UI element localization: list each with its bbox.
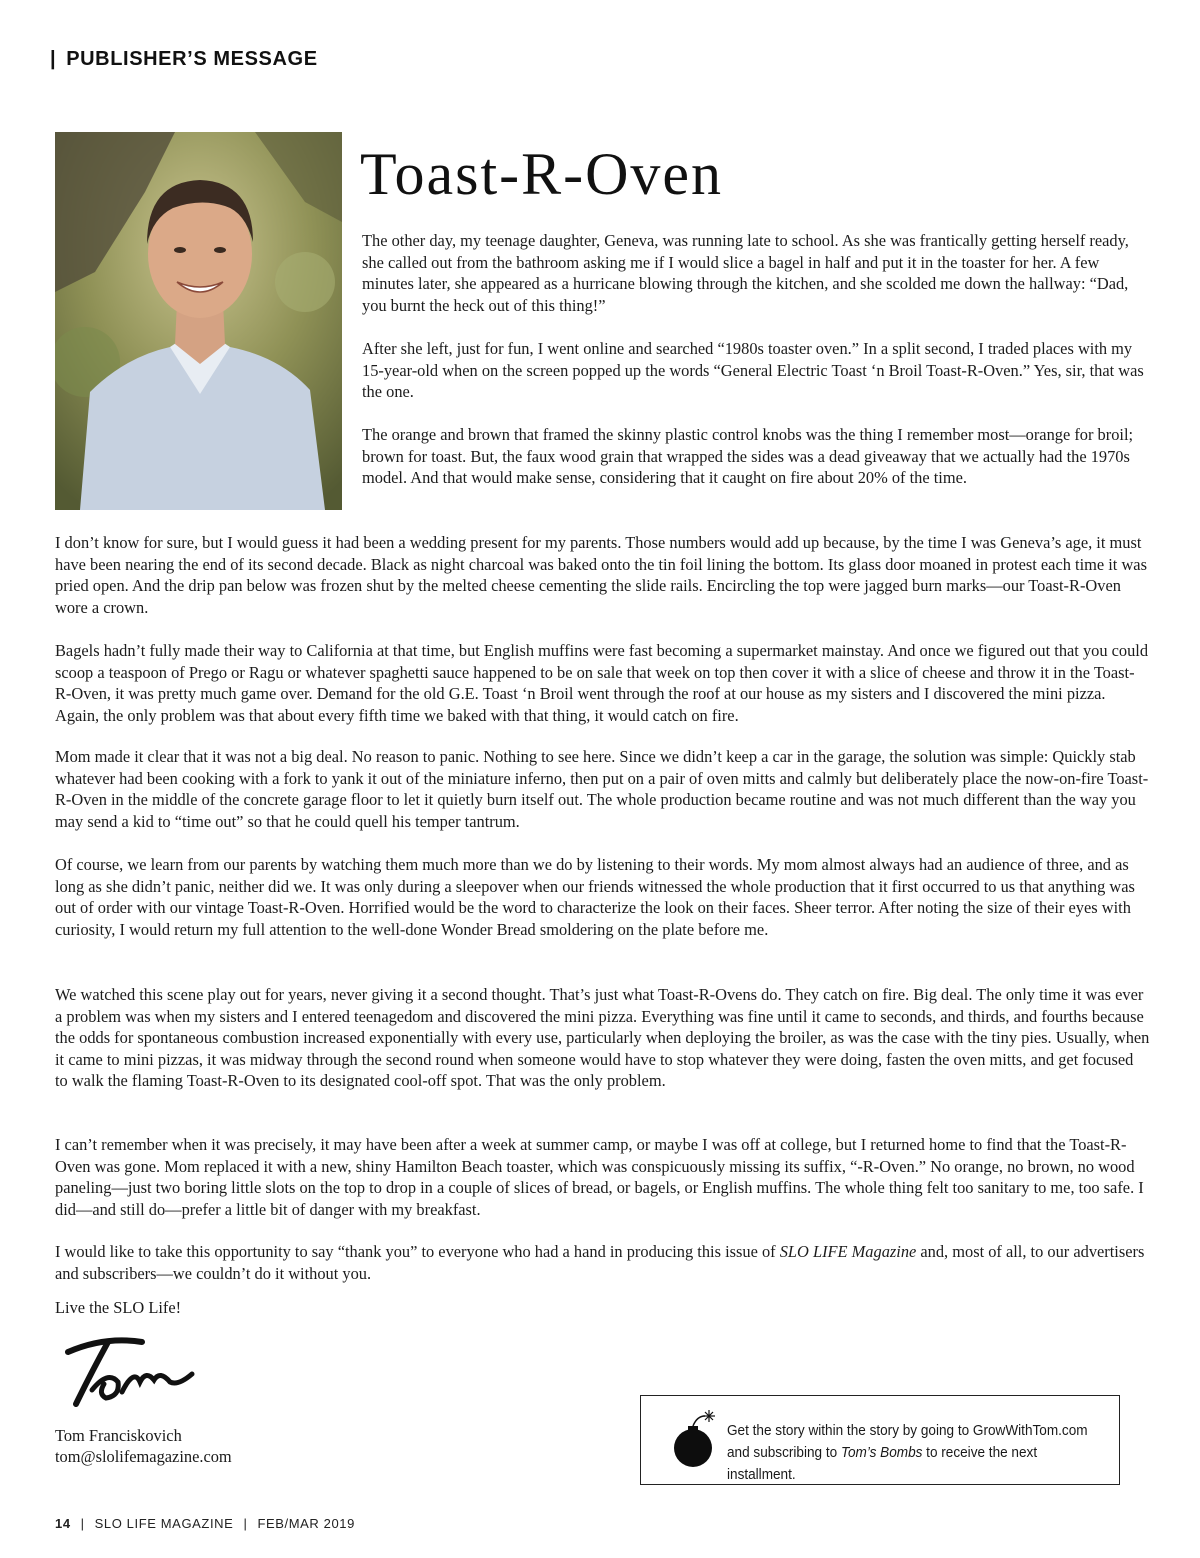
article-paragraph: Mom made it clear that it was not a big deal. No reason to panic. Nothing to see here. Since we didn’t keep a car in the garage, the solution was simple: Quickly stab whatever had been cooking with a fork to yank it out of the miniature inferno, then put on a pair of oven mitts and calmly but deliberately place the now-on-fire Toast-R-Oven in the middle of the concrete garage floor to let it quietly burn itself out. The whole production became routine and was not much different than the way you may send a kid to “time out” so that he could quell his temper tantrum. xyxy=(55,747,1149,831)
author-photo xyxy=(55,132,342,510)
signoff: Live the SLO Life! xyxy=(55,1298,182,1317)
promo-text xyxy=(727,1420,1090,1486)
footer-separator: | xyxy=(243,1516,248,1531)
closing-text-start: I would like to take this opportunity to say “thank you” to everyone who had a hand in producing this issue of xyxy=(55,1242,780,1261)
footer-magazine: SLO LIFE MAGAZINE xyxy=(94,1516,234,1531)
promo-text-end: to receive the next installment. xyxy=(727,1445,1038,1483)
article-paragraph: We watched this scene play out for years, never giving it a second thought. That’s just what Toast-R-Ovens do. They catch on fire. Big deal. The only time it was ever a problem was when my sisters and I entered teenagedom and discovered the mini pizza. Everything was fine until it came to seconds, and thirds, and fourths because the odds for spontaneous combustion increased exponentially with every use, particularly when deploying the broiler, as was the case with the tiny pies. Usually, when it came to mini pizzas, it was midway through the second round when someone would have to stop whatever they were doing, fasten the oven mitts, and get focused to walk the flaming Toast-R-Oven to its designated cool-off spot. That was the only problem. xyxy=(55,985,1150,1091)
magazine-name: SLO LIFE Magazine xyxy=(779,1242,917,1261)
article-paragraph: Bagels hadn’t fully made their way to California at that time, but English muffins were fast becoming a supermarket mainstay. And once we figured out that you could scoop a teaspoon of Prego or Ragu or whatever spaghetti sauce happened to be on sale that week on top then cover it with a slice of cheese and throw it in the Toast-R-Oven, it was pretty much game over. Demand for the old G.E. Toast ‘n Broil went through the roof at our house as my sisters and I discovered the mini pizza. Again, the only problem was that about every fifth time we baked with that thing, it would catch on fire. xyxy=(55,641,1149,725)
section-header xyxy=(50,48,318,71)
page-number: 14 xyxy=(55,1516,71,1531)
signature xyxy=(60,1330,200,1410)
bomb-icon xyxy=(671,1408,723,1470)
section-label: PUBLISHER’S MESSAGE xyxy=(66,48,318,70)
page-footer xyxy=(55,1516,355,1531)
article-paragraph: I can’t remember when it was precisely, it may have been after a week at summer camp, or maybe I was off at college, but I returned home to find that the Toast-R-Oven was gone. Mom replaced it with a new, shiny Hamilton Beach toaster, which was conspicuously missing its suffix, “-R-Oven.” No orange, no brown, no wood paneling—just two boring little slots on the top to drop in a couple of slices of bread, or bagels, or English muffins. The whole thing felt too sanitary to me, too safe. I did—and still do—prefer a little bit of danger with my breakfast. xyxy=(55,1135,1144,1219)
article-title: Toast-R-Oven xyxy=(360,141,724,207)
author-name: Tom Franciskovich xyxy=(55,1426,182,1445)
article-paragraph: I don’t know for sure, but I would guess it had been a wedding present for my parents. Those numbers would add up because, by the time I was Geneva’s age, it must have been nearing the end of its second decade. Black as night charcoal was baked onto the tin foil lining the bottom. Its glass door moaned in protest each time it was pried open. And the drip pan below was frozen shut by the melted cheese cementing the slide rails. Encircling the top were jagged burn marks—our Toast-R-Oven wore a crown. xyxy=(55,533,1147,617)
article-paragraph: The other day, my teenage daughter, Geneva, was running late to school. As she was frantically getting herself ready, she called out from the bathroom asking me if I would slice a bagel in half and put it in the toaster for her. A few minutes later, she appeared as a hurricane blowing through the kitchen, and she scolded me down the hallway: “Dad, you burnt the heck out of this thing!” xyxy=(362,231,1129,315)
closing-paragraph xyxy=(55,1241,1150,1284)
author-email[interactable]: tom@slolifemagazine.com xyxy=(55,1447,232,1466)
footer-separator: | xyxy=(80,1516,85,1531)
footer-issue: FEB/MAR 2019 xyxy=(257,1516,355,1531)
article-paragraph: After she left, just for fun, I went online and searched “1980s toaster oven.” In a split second, I traded places with my 15-year-old when on the screen popped up the words “General Electric Toast ‘n Broil Toast-R-Oven.” Yes, sir, that was the one. xyxy=(362,339,1144,402)
section-header-bar: | xyxy=(50,48,57,70)
promo-box xyxy=(640,1395,1120,1485)
article-paragraph: Of course, we learn from our parents by watching them much more than we do by listening to their words. My mom almost always had an audience of three, and as long as she didn’t panic, neither did we. It was only during a sleepover when our friends witnessed the whole production that it first occurred to us that anything was out of order with our vintage Toast-R-Oven. Horrified would be the word to characterize the look on their faces. Sheer terror. After noting the size of their eyes with curiosity, I would return my full attention to the well-done Wonder Bread smoldering on the plate before me. xyxy=(55,855,1135,939)
promo-text-start: Get the story within the story by going to GrowWithTom.com and subscribing to xyxy=(727,1423,1088,1461)
newsletter-name: Tom’s Bombs xyxy=(840,1445,923,1461)
closing-text-end: and, most of all, to our advertisers and subscribers—we couldn’t do it without you. xyxy=(55,1242,1145,1283)
article-paragraph: The orange and brown that framed the skinny plastic control knobs was the thing I remember most—orange for broil; brown for toast. But, the faux wood grain that wrapped the sides was a dead giveaway that we actually had the 1970s model. And that would make sense, considering that it caught on fire about 20% of the time. xyxy=(362,425,1134,488)
